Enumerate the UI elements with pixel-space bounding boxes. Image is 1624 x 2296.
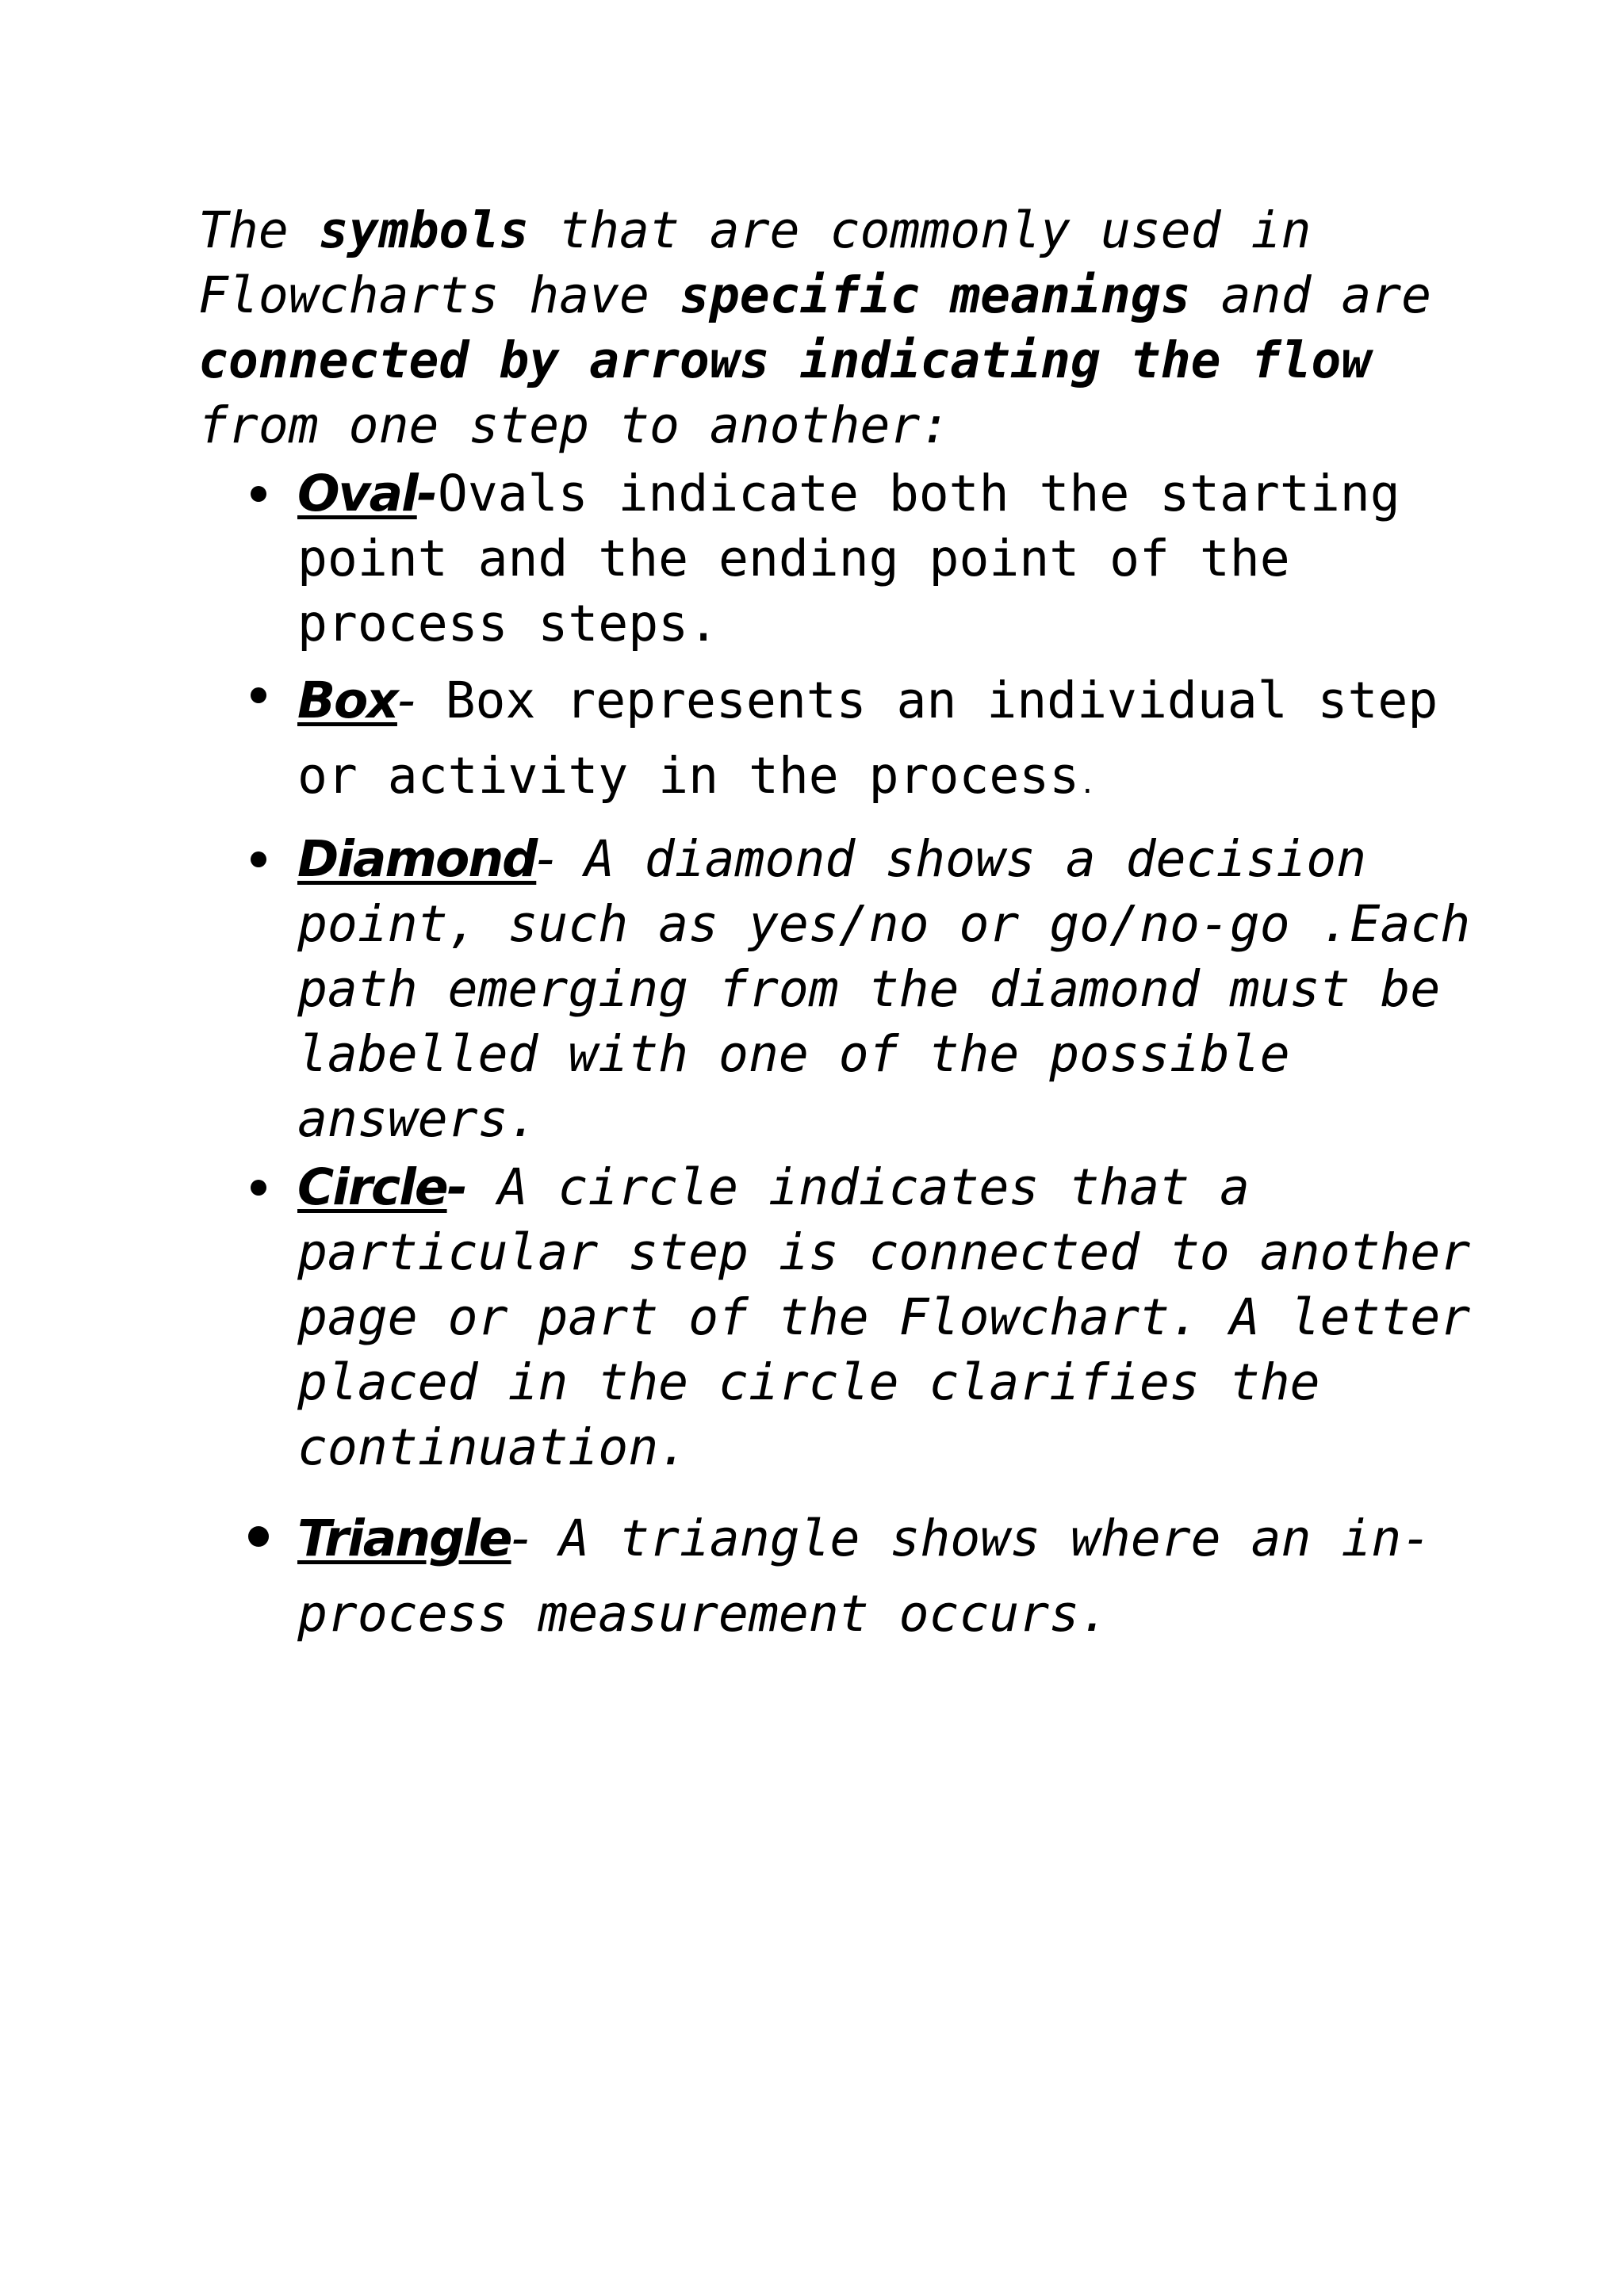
intro-paragraph bbox=[198, 198, 1483, 458]
description-diamond: A diamond shows a decision point, such as yes/no or go/no-go .Each path emerging from the diamond must be labelled with one of the possible answers. bbox=[297, 830, 1471, 1148]
list-item-oval bbox=[198, 461, 1483, 656]
intro-text-4: from one step to another: bbox=[198, 396, 951, 454]
description-box: Box represents an individual step or activity in the process bbox=[297, 672, 1438, 805]
term-separator: - bbox=[511, 1510, 530, 1567]
list-item-box bbox=[198, 663, 1483, 822]
intro-bold-arrows: connected by arrows indicating the flow bbox=[198, 331, 1372, 389]
term-separator: - bbox=[396, 672, 416, 729]
intro-text-3: and are bbox=[1190, 266, 1432, 324]
term-circle: Circle bbox=[297, 1158, 447, 1216]
bullet-icon bbox=[248, 1526, 269, 1547]
term-box: Box bbox=[297, 672, 397, 729]
intro-bold-symbols: symbols bbox=[318, 201, 530, 259]
bullet-icon bbox=[251, 687, 266, 703]
symbol-list bbox=[198, 461, 1483, 1651]
intro-text-1: The bbox=[198, 201, 319, 259]
list-item-diamond bbox=[198, 827, 1483, 1152]
document-page bbox=[198, 198, 1483, 1651]
bullet-icon bbox=[251, 851, 266, 867]
list-item-triangle bbox=[198, 1501, 1483, 1651]
term-separator: - bbox=[416, 465, 438, 522]
intro-text-2: that are commonly used in Flowcharts have bbox=[198, 201, 1312, 324]
bullet-icon bbox=[251, 486, 266, 502]
description-circle: A circle indicates that a particular step is connected to another page or part of the Flowchart. A letter placed in the circle clarifies the continuation. bbox=[297, 1158, 1471, 1476]
intro-bold-meanings: specific meanings bbox=[679, 266, 1191, 324]
term-triangle: Triangle bbox=[297, 1510, 511, 1567]
list-item-circle bbox=[198, 1155, 1483, 1480]
description-triangle: A triangle shows where an in- process measurement occurs. bbox=[297, 1510, 1432, 1643]
term-separator: - bbox=[536, 830, 555, 888]
bullet-icon bbox=[251, 1180, 266, 1196]
term-diamond: Diamond bbox=[297, 830, 537, 888]
term-oval: Oval bbox=[297, 465, 417, 522]
description-oval: Ovals indicate both the starting point and the ending point of the process steps. bbox=[297, 465, 1400, 652]
term-separator: - bbox=[446, 1158, 468, 1216]
description-box-period: . bbox=[1079, 768, 1096, 800]
